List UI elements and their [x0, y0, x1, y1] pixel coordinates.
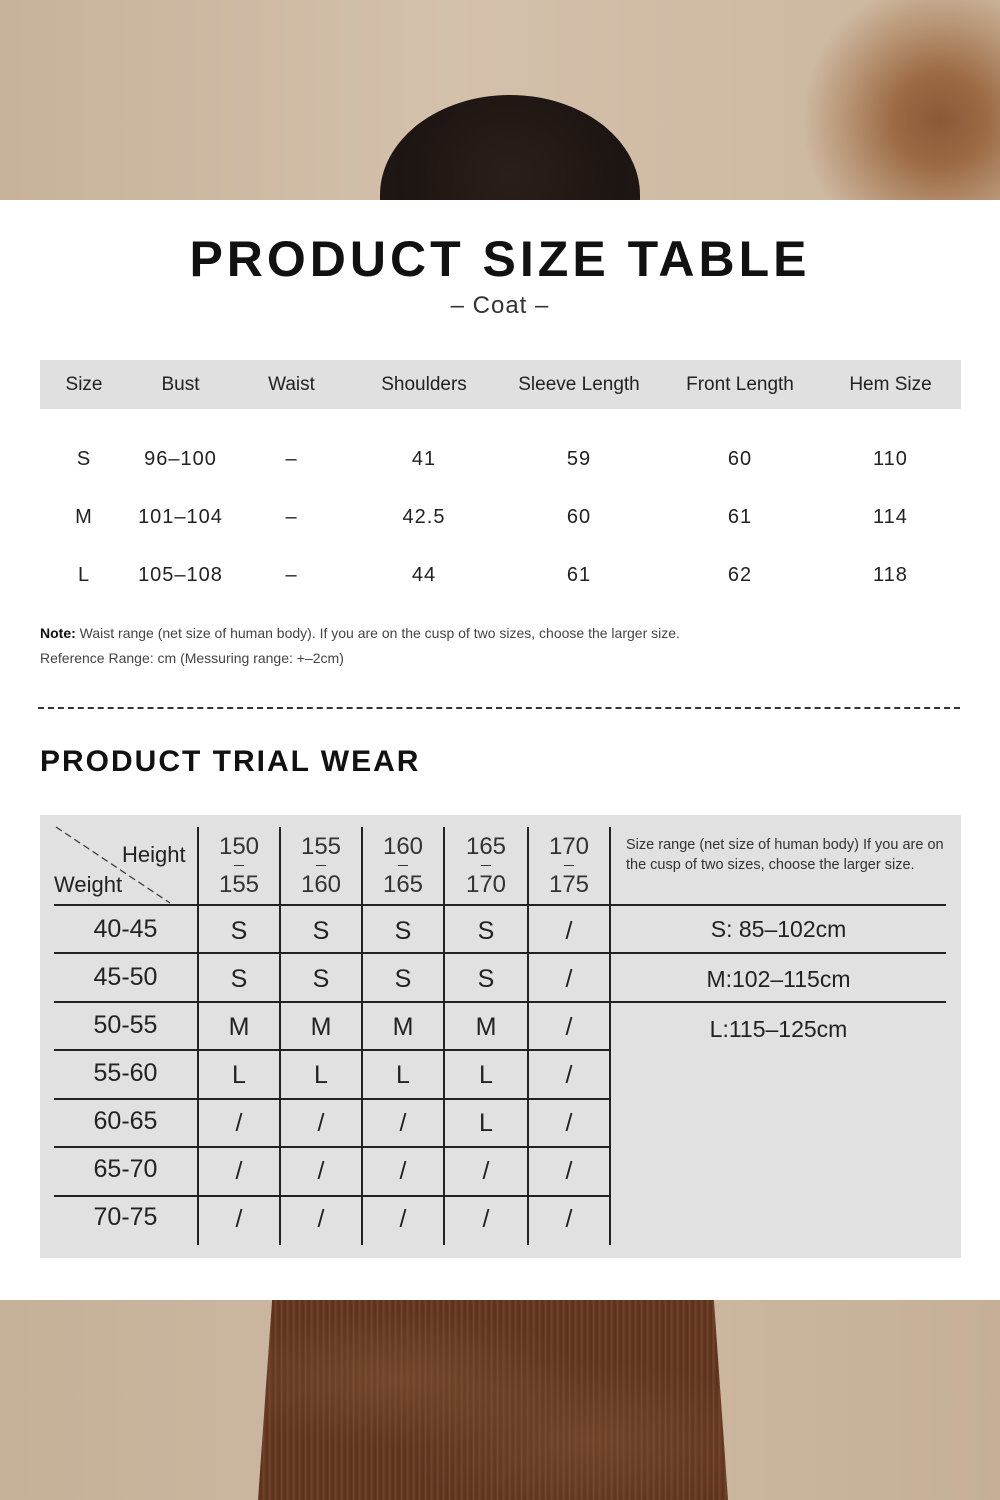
- size-cell: M: [475, 1013, 497, 1041]
- size-cell: /: [565, 917, 573, 945]
- size-cell: S: [394, 965, 412, 993]
- size-chart-card: [0, 200, 1000, 1300]
- size-cell: L: [232, 1061, 246, 1089]
- weight-label: 45-50: [93, 963, 158, 991]
- range-l: L:115–125cm: [709, 1016, 848, 1042]
- cell-hem-size: 118: [873, 564, 908, 586]
- size-range-note: Size range (net size of human body) If you are on the cusp of two sizes, choose the larger size.: [626, 837, 944, 873]
- cell-waist: –: [285, 448, 298, 470]
- size-cell: S: [394, 917, 412, 945]
- cell-sleeve-length: 60: [566, 506, 592, 528]
- height-from: 170: [548, 833, 590, 860]
- model-skirt: [258, 1300, 728, 1500]
- size-cell: /: [235, 1205, 243, 1233]
- size-cell: M: [228, 1013, 250, 1041]
- size-cell: L: [479, 1109, 493, 1137]
- size-cell: /: [399, 1205, 407, 1233]
- height-range-bar: [398, 865, 408, 866]
- cell-size: L: [77, 564, 91, 586]
- height-to: 165: [382, 871, 424, 898]
- size-cell: L: [314, 1061, 328, 1089]
- cell-size: S: [76, 448, 92, 470]
- size-cell: S: [312, 917, 330, 945]
- cell-bust: 105–108: [138, 564, 223, 586]
- page-title: PRODUCT SIZE TABLE: [189, 231, 811, 287]
- dried-plant-decoration: [800, 0, 1000, 200]
- size-cell: /: [565, 1061, 573, 1089]
- header-shoulders: Shoulders: [381, 374, 467, 395]
- weight-label: 40-45: [93, 915, 158, 943]
- cell-bust: 101–104: [138, 506, 223, 528]
- cell-sleeve-length: 61: [566, 564, 592, 586]
- note-text: Waist range (net size of human body). If you are on the cusp of two sizes, choose the larger size.: [75, 625, 680, 641]
- weight-label: 65-70: [93, 1155, 158, 1183]
- header-bust: Bust: [161, 374, 200, 395]
- cell-hem-size: 110: [873, 448, 908, 470]
- grid-line: [54, 1098, 610, 1100]
- size-cell: /: [317, 1205, 325, 1233]
- cell-front-length: 62: [727, 564, 753, 586]
- cell-waist: –: [285, 506, 298, 528]
- size-cell: /: [399, 1109, 407, 1137]
- cell-shoulders: 41: [411, 448, 437, 470]
- size-cell: S: [230, 965, 248, 993]
- size-cell: /: [565, 1013, 573, 1041]
- size-cell: /: [399, 1157, 407, 1185]
- size-cell: /: [317, 1109, 325, 1137]
- height-from: 160: [382, 833, 424, 860]
- grid-line: [54, 904, 946, 906]
- height-from: 150: [218, 833, 260, 860]
- size-cell: /: [565, 1109, 573, 1137]
- weight-label: 55-60: [93, 1059, 158, 1087]
- header-waist: Waist: [268, 374, 315, 395]
- height-to: 155: [218, 871, 260, 898]
- height-to: 175: [548, 871, 590, 898]
- weight-label: 60-65: [93, 1107, 158, 1135]
- grid-line: [54, 1049, 610, 1051]
- height-range-bar: [481, 865, 491, 866]
- size-cell: /: [565, 1205, 573, 1233]
- cell-sleeve-length: 59: [566, 448, 592, 470]
- size-cell: /: [235, 1157, 243, 1185]
- header-hem-size: Hem Size: [849, 374, 932, 395]
- cell-shoulders: 44: [411, 564, 437, 586]
- size-cell: /: [235, 1109, 243, 1137]
- grid-line: [54, 952, 946, 954]
- cell-shoulders: 42.5: [402, 506, 446, 528]
- weight-label: 50-55: [93, 1011, 158, 1039]
- table-row: [40, 448, 961, 478]
- grid-line: [54, 1001, 946, 1003]
- page-subtitle: – Coat –: [450, 292, 550, 319]
- cell-front-length: 61: [727, 506, 753, 528]
- size-note: [40, 625, 680, 641]
- range-m: M:102–115cm: [706, 966, 851, 992]
- size-cell: L: [479, 1061, 493, 1089]
- size-cell: S: [477, 965, 495, 993]
- table-row: [40, 506, 961, 536]
- cell-hem-size: 114: [873, 506, 908, 528]
- size-cell: /: [482, 1205, 490, 1233]
- note-label: Note:: [40, 625, 76, 641]
- header-front-length: Front Length: [686, 374, 794, 395]
- size-cell: /: [565, 1157, 573, 1185]
- size-cell: S: [230, 917, 248, 945]
- height-from: 155: [300, 833, 342, 860]
- cell-waist: –: [285, 564, 298, 586]
- section-divider: [38, 707, 960, 709]
- corner-weight-label: Weight: [54, 872, 123, 897]
- size-cell: L: [396, 1061, 410, 1089]
- reference-range-note: Reference Range: cm (Messuring range: +–2cm): [40, 650, 344, 666]
- size-cell: /: [565, 965, 573, 993]
- corner-height-label: Height: [122, 842, 186, 867]
- size-cell: M: [392, 1013, 414, 1041]
- trial-wear-title: PRODUCT TRIAL WEAR: [40, 745, 421, 778]
- height-range-bar: [316, 865, 326, 866]
- grid-line: [54, 1146, 610, 1148]
- size-cell: S: [477, 917, 495, 945]
- size-cell: S: [312, 965, 330, 993]
- cell-bust: 96–100: [144, 448, 217, 470]
- height-range-bar: [564, 865, 574, 866]
- table-row: [40, 564, 961, 594]
- grid-line: [54, 1195, 610, 1197]
- range-s: S: 85–102cm: [710, 916, 847, 942]
- height-to: 170: [465, 871, 507, 898]
- cell-front-length: 60: [727, 448, 753, 470]
- weight-label: 70-75: [93, 1203, 158, 1231]
- size-cell: M: [310, 1013, 332, 1041]
- header-sleeve-length: Sleeve Length: [518, 374, 640, 395]
- height-range-bar: [234, 865, 244, 866]
- size-cell: /: [317, 1157, 325, 1185]
- size-cell: /: [482, 1157, 490, 1185]
- height-to: 160: [300, 871, 342, 898]
- header-size: Size: [65, 374, 103, 395]
- height-from: 165: [465, 833, 507, 860]
- cell-size: M: [75, 506, 93, 528]
- size-table-header: [40, 360, 961, 409]
- trial-wear-table: [40, 815, 961, 1258]
